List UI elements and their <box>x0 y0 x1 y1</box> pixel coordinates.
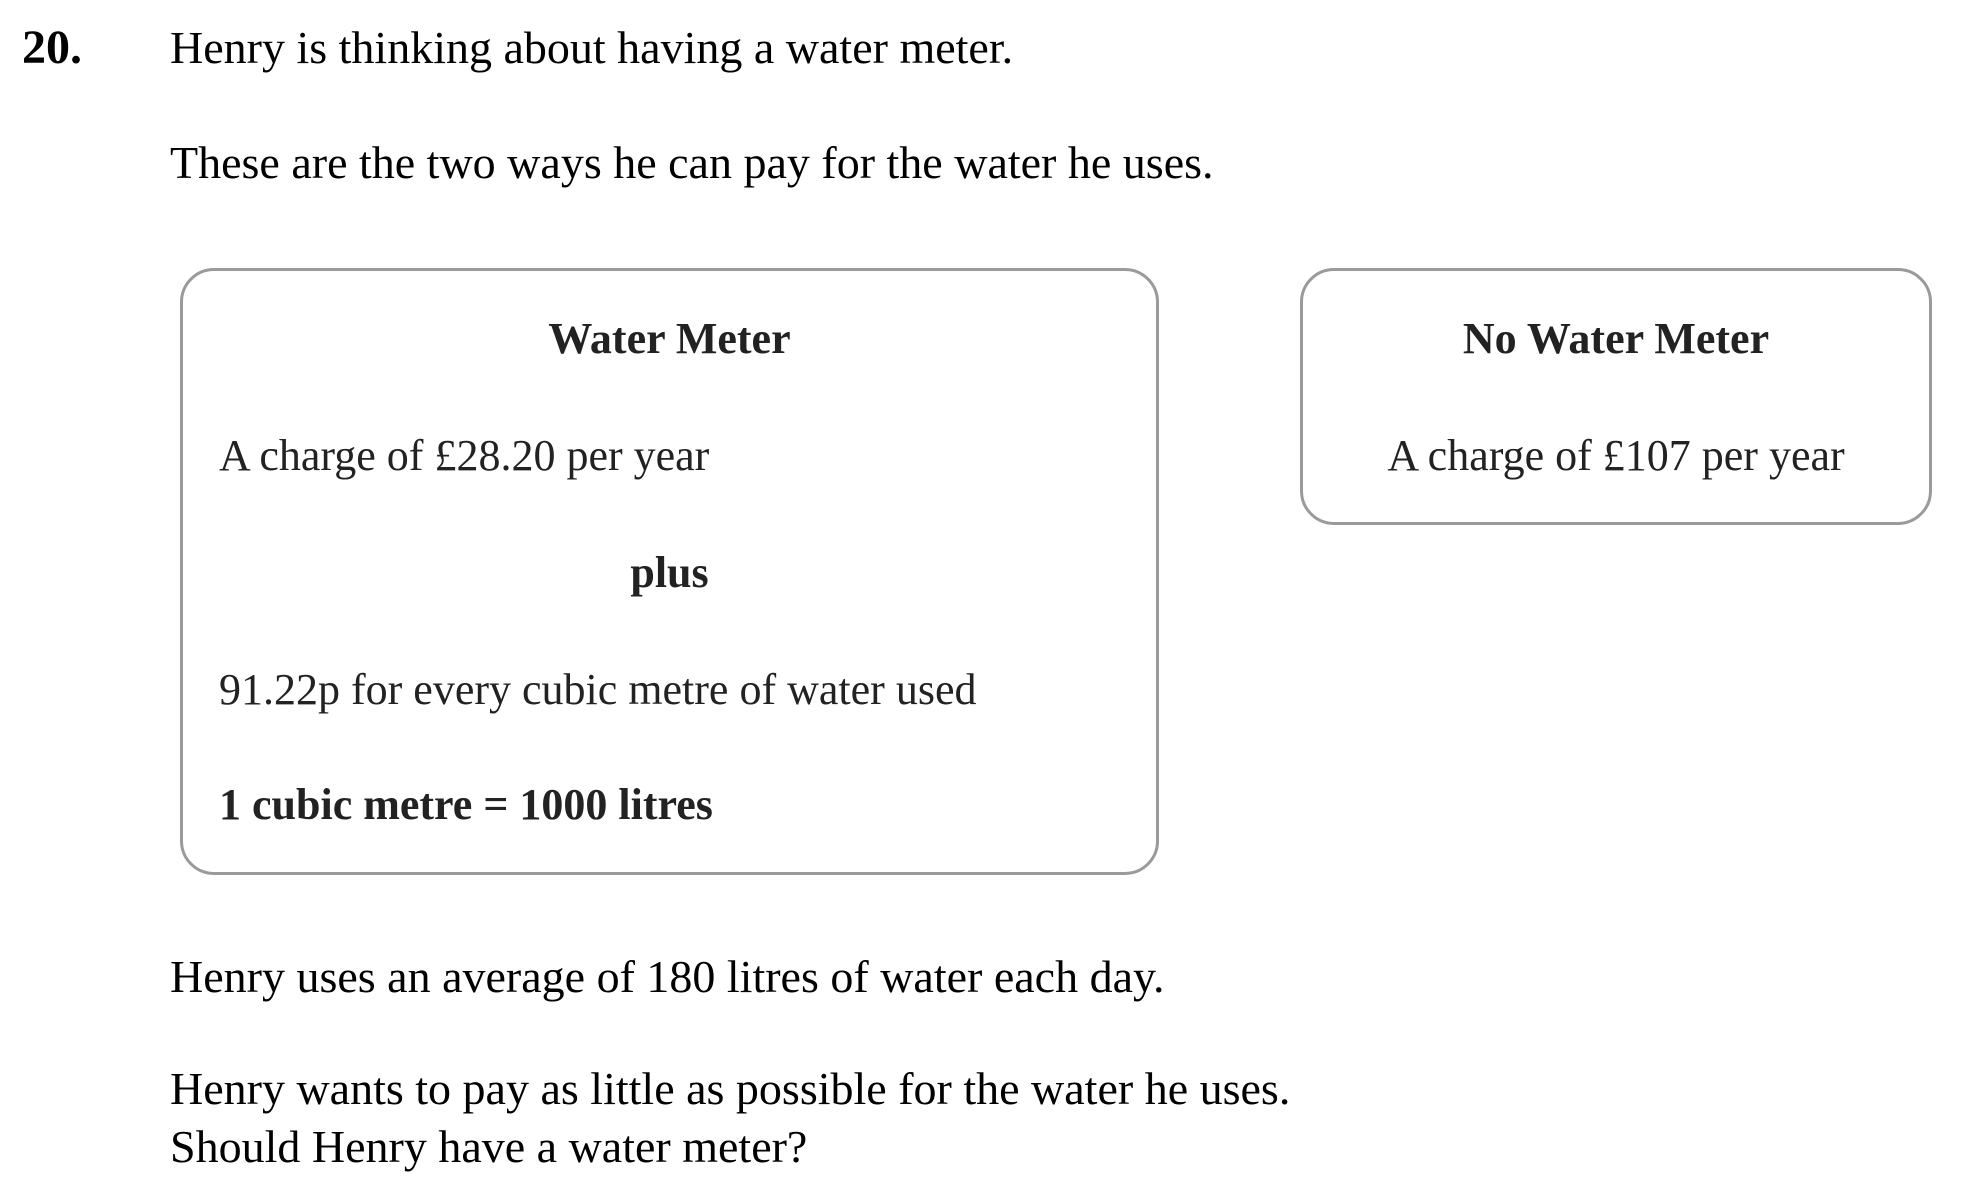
no-water-meter-title: No Water Meter <box>1462 314 1770 363</box>
no-water-meter-charge: A charge of £107 per year <box>1387 431 1845 480</box>
water-meter-plus: plus <box>630 548 709 597</box>
water-meter-title: Water Meter <box>548 314 791 363</box>
water-meter-charge: A charge of £28.20 per year <box>219 431 710 480</box>
water-meter-conversion: 1 cubic metre = 1000 litres <box>219 780 713 829</box>
usage-text: Henry uses an average of 180 litres of water each day. <box>170 951 1165 1002</box>
question-number: 20. <box>22 21 82 74</box>
goal-text: Henry wants to pay as little as possible for the water he uses. <box>170 1063 1291 1114</box>
water-meter-rate: 91.22p for every cubic metre of water used <box>219 665 977 714</box>
water-meter-card <box>180 268 1159 875</box>
question-text: Should Henry have a water meter? <box>170 1121 808 1172</box>
intro-text: Henry is thinking about having a water meter. <box>170 22 1014 73</box>
payment-options-text: These are the two ways he can pay for the water he uses. <box>170 137 1214 188</box>
no-water-meter-card <box>1300 268 1932 525</box>
